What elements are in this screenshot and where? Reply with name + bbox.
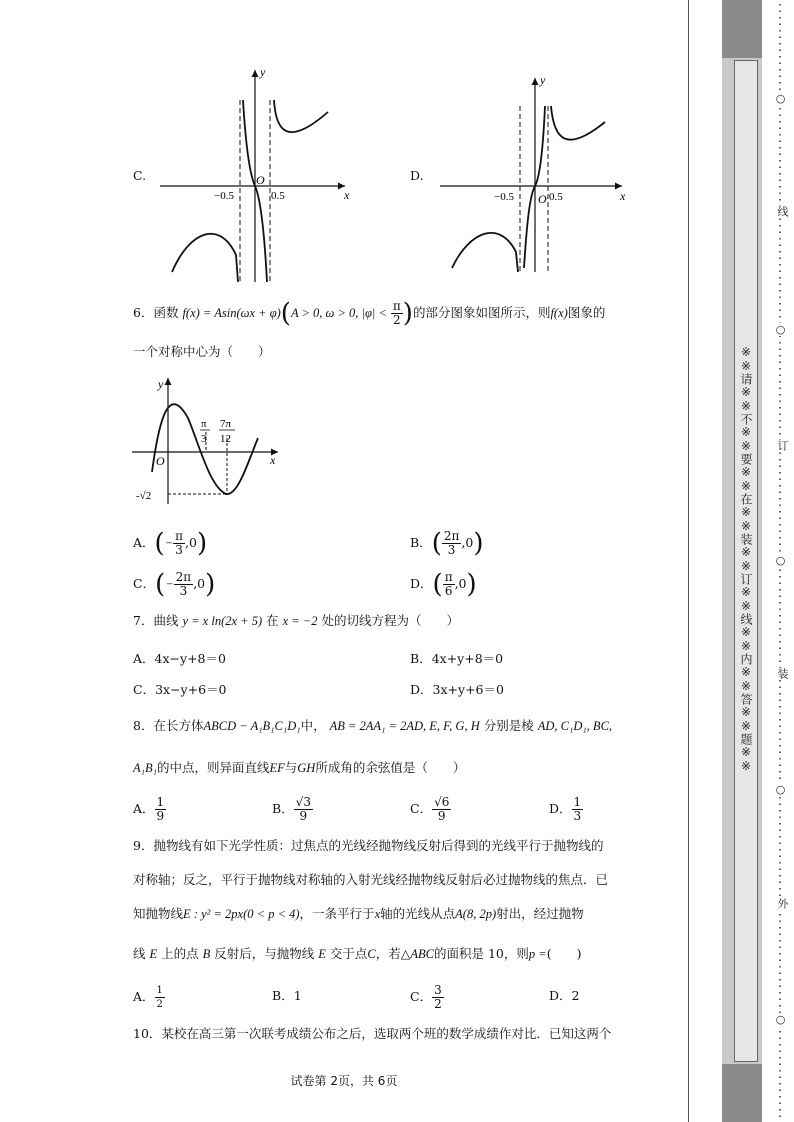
graph-option-c (150, 60, 370, 290)
option-d-label: D. (410, 168, 424, 183)
sidebar-mark-line: 线 (776, 206, 789, 217)
q9-option-c[interactable]: C． $\frac{3}{2}$ (410, 983, 442, 1011)
tick-pos-label: 0.5 (271, 190, 285, 202)
sidebar-mark-wai: 外 (776, 898, 789, 909)
q8-option-b[interactable]: B． $\frac{√3}{9}$ (272, 795, 311, 823)
page-footer: 试卷第 2页，共 6页 (290, 1074, 398, 1088)
q7-option-a[interactable]: A．4x−y+8＝0 (133, 651, 226, 666)
q9-line2: 对称轴；反之，平行于抛物线对称轴的入射光线经抛物线反射后必过抛物线的焦点．已 (133, 872, 609, 887)
sidebar-circle-5: ○ (774, 1013, 787, 1026)
curve-left (172, 234, 238, 282)
tick-pos-label: 0.5 (549, 191, 563, 203)
sidebar-warning-text: ※※请※※不※※要※※在※※装※※订※※线※※内※※答※※题※※ (739, 345, 753, 773)
q6-option-d[interactable]: D．( $\frac{\pi}{6}$ ,0) (410, 569, 477, 600)
sidebar-circle-4: ○ (774, 783, 787, 796)
sidebar-circle-1: ○ (774, 92, 787, 105)
q7-option-b[interactable]: B．4x+y+8＝0 (410, 651, 504, 666)
tick2-num: 7π (220, 418, 232, 430)
sidebar-dark-bottom (722, 1064, 762, 1122)
axis-y-label: y (158, 377, 164, 391)
axis-x-label: x (344, 188, 350, 202)
tick-neg-label: −0.5 (214, 190, 234, 202)
q7-option-c[interactable]: C．3x−y+6＝0 (133, 682, 227, 697)
tick-neg-label: −0.5 (494, 191, 514, 203)
q10-line1: 10．某校在高三第一次联考成绩公布之后，选取两个班的数学成绩作对比．已知这两个 (133, 1026, 612, 1041)
axis-x-label: x (270, 453, 276, 467)
sidebar-circle-2: ○ (774, 323, 787, 336)
curve-right (551, 106, 605, 140)
q9-line3: 知抛物线E : y² = 2px(0 < p < 4)，一条平行于x轴的光线从点A(8, 2p)射出，经过抛物 (133, 906, 584, 921)
q9-option-b[interactable]: B．1 (272, 988, 302, 1003)
q6-option-a[interactable]: A．(− $\frac{\pi}{3}$ ,0) (133, 528, 208, 559)
option-c-label: C. (133, 168, 147, 183)
graph-option-d (430, 70, 650, 280)
origin-label: O (256, 173, 265, 187)
q8-option-d[interactable]: D． $\frac{1}{3}$ (549, 795, 582, 823)
q8-line1: 8．在长方体ABCD − A₁B₁C₁D₁中， AB = 2AA₁ = 2AD, E, F, G, H 分别是棱 AD, C₁D₁, BC, (133, 718, 613, 733)
q7-stem: 7．曲线 y = x ln(2x + 5) 在 x = −2 处的切线方程为（ ） (133, 613, 460, 628)
sidebar-circle-3: ○ (774, 554, 787, 567)
q6-line1: 6．函数 f(x) = Asin(ωx + φ)(A > 0, ω > 0, |φ| < $\frac{\pi}{2}$ )的部分图象如图所示，则f(x)图象的 (133, 298, 606, 329)
axis-y-label: y (260, 65, 266, 79)
q6-option-b[interactable]: B．( $\frac{2\pi}{3}$ ,0) (410, 528, 484, 559)
origin-label: O (538, 192, 547, 206)
sidebar-border (688, 0, 689, 1122)
q8-option-a[interactable]: A． $\frac{1}{9}$ (133, 795, 165, 823)
axis-x-label: x (620, 189, 626, 203)
tick1-num: π (201, 418, 207, 430)
tick1-den: 3 (201, 433, 207, 445)
q7-option-d[interactable]: D．3x+y+6＝0 (410, 682, 504, 697)
q9-line1: 9．抛物线有如下光学性质：过焦点的光线经抛物线反射后得到的光线平行于抛物线的 (133, 838, 604, 853)
q6-option-c[interactable]: C．(− $\frac{2\pi}{3}$ ,0) (133, 569, 216, 600)
origin-label: O (156, 454, 165, 468)
q8-option-c[interactable]: C． $\frac{√6}{9}$ (410, 795, 450, 823)
q6-line2: 一个对称中心为（ ） (133, 344, 271, 359)
q9-option-d[interactable]: D．2 (549, 988, 580, 1003)
tick2-den: 12 (220, 433, 231, 445)
min-label: -√2 (136, 490, 152, 502)
curve-right (274, 100, 328, 132)
q9-line4: 线 E 上的点 B 反射后，与抛物线 E 交于点C，若△ABC的面积是 10，则p =( ) (133, 946, 582, 961)
q8-line2: A₁B₁的中点，则异面直线EF与GH所成角的余弦值是（ ） (133, 760, 466, 775)
axis-y-label: y (540, 73, 546, 87)
sidebar-mark-ding: 订 (776, 440, 789, 451)
curve-left (452, 233, 518, 272)
sidebar-dark-top (722, 0, 762, 58)
sidebar-mark-zhuang: 装 (776, 668, 789, 679)
q6-graph (130, 372, 290, 507)
q9-option-a[interactable]: A． $\frac{1}{2}$ (133, 985, 163, 1010)
